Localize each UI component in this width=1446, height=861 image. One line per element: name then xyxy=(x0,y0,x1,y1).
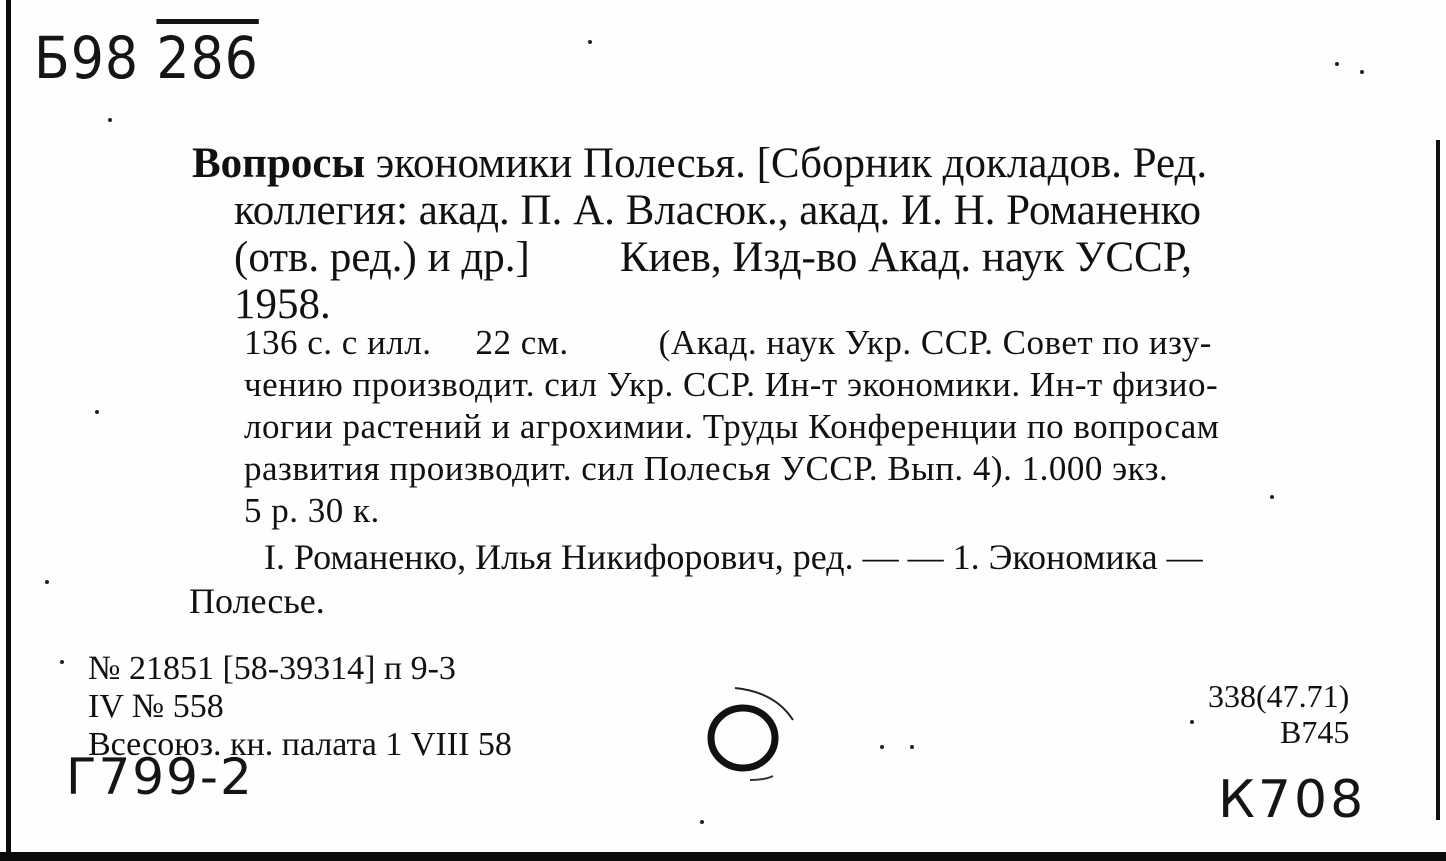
classification-udc: 338(47.71) xyxy=(1208,678,1350,714)
card-bottom-edge xyxy=(0,852,1446,861)
collation-pages: 136 с. с илл. xyxy=(244,323,432,362)
classification-author-mark: В745 xyxy=(1279,714,1350,750)
collation-line-1 xyxy=(244,322,1219,364)
title-line-1 xyxy=(192,140,1352,187)
speck xyxy=(95,410,99,414)
punch-hole-icon xyxy=(695,680,805,790)
title-line-3-part2: Киев, Изд-во Акад. наук УССР, xyxy=(619,234,1192,281)
card-right-edge xyxy=(1436,140,1440,820)
registry-line-3: Всесоюз. кн. палата 1 VIII 58 xyxy=(88,726,512,763)
collation-line-3: логии растений и агрохимии. Труды Конференции по вопросам xyxy=(244,407,1220,446)
speck xyxy=(1190,720,1194,724)
speck xyxy=(1335,62,1339,66)
handwritten-bottom-left: Г799-2 xyxy=(66,748,254,806)
speck xyxy=(588,40,592,44)
speck xyxy=(910,745,914,749)
title-line-4: 1958. xyxy=(234,281,331,328)
classification-block xyxy=(1208,678,1349,750)
collation-line-4: развития производит. сил Полесья УССР. Вып. 4). 1.000 экз. xyxy=(244,449,1169,488)
speck xyxy=(60,660,64,664)
collation-line-2: чению производит. сил Укр. ССР. Ин-т экономики. Ин-т физио- xyxy=(244,365,1219,404)
title-line-3-part1: (отв. ред.) и др.] xyxy=(234,234,530,281)
card-left-edge xyxy=(6,0,11,861)
speck xyxy=(1360,70,1364,74)
registry-block xyxy=(88,650,512,764)
tracings-line-1: I. Романенко, Илья Никифорович, ред. — — 1. Экономика — xyxy=(264,537,1203,577)
collation-series: (Акад. наук Укр. ССР. Совет по изу- xyxy=(658,323,1212,362)
title-line-3 xyxy=(192,234,1352,281)
speck xyxy=(108,118,112,122)
collation-block xyxy=(244,322,1219,532)
collation-size: 22 см. xyxy=(475,323,569,362)
tracings-block xyxy=(189,535,1203,623)
shelf-mark-number: 286 xyxy=(156,24,259,92)
speck xyxy=(880,745,884,749)
handwritten-bottom-right: К708 xyxy=(1218,770,1367,830)
collation-line-5: 5 р. 30 к. xyxy=(244,491,380,530)
handwritten-shelf-mark xyxy=(34,24,259,92)
registry-line-1: № 21851 [58-39314] п 9-3 xyxy=(88,650,456,687)
title-block xyxy=(192,140,1352,328)
speck xyxy=(45,580,49,584)
tracings-line-2: Полесье. xyxy=(189,581,325,621)
title-line-1-rest: экономики Полесья. [Сборник докладов. Ред. xyxy=(365,140,1208,187)
title-heading-word: Вопросы xyxy=(192,140,366,187)
title-line-2: коллегия: акад. П. А. Власюк., акад. И. Н. Романенко xyxy=(234,187,1201,234)
registry-line-2: IV № 558 xyxy=(88,688,224,725)
speck xyxy=(700,820,704,824)
shelf-mark-prefix: Б98 xyxy=(34,24,139,92)
speck xyxy=(1270,495,1274,499)
